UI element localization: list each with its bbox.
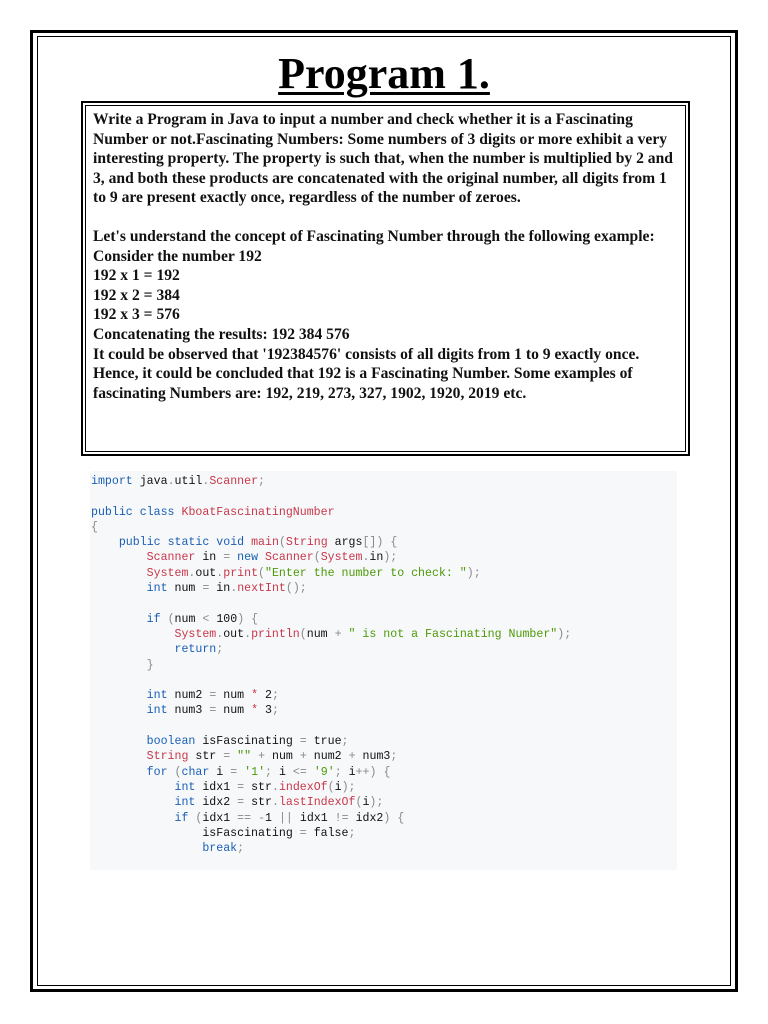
example-line: 192 x 2 = 384 bbox=[93, 286, 180, 304]
multiplier-2: 2 bbox=[265, 689, 273, 703]
example-line: Consider the number 192 bbox=[93, 247, 262, 265]
code-block bbox=[90, 471, 677, 870]
page-title: Program 1. bbox=[278, 49, 490, 98]
prompt-string: "Enter the number to check: " bbox=[265, 566, 467, 580]
code-text: import java.util.Scanner; public class KboatFascinatingNumber { public static void main(String args[]) { Scanner in = new Scanner(System.in); System.out.print("Enter the number to check: "); int num = in.nextInt(); if (num < 100) { System.out.println(num + " is not a Fascinating Number"); return; } int num2 = num * 2; int num3 = num * 3; boolean isFascinating = true; String str = "" + num + num2 + num3; for (char i = '1'; i <= '9'; i++) { int idx1 = str.indexOf(i); int idx2 = str.lastIndexOf(i); if (idx1 == -1 || idx1 != idx2) { isFascinating = false; break; bbox=[91, 475, 572, 856]
multiplier-3: 3 bbox=[265, 704, 273, 718]
threshold-value: 100 bbox=[216, 612, 238, 626]
description-box bbox=[81, 101, 690, 456]
description-paragraph-1: Write a Program in Java to input a number and check whether it is a Fascinating Number or not.Fascinating Numbers: Some numbers of 3 digits or more exhibit a very interesting property. The property is such that, when the number is multiplied by 2 and 3, and both these products are concatenated with the original number, all digits from 1 to 9 are present exactly once, regardless of the number of zeroes. bbox=[93, 111, 673, 207]
class-name: KboatFascinatingNumber bbox=[181, 505, 335, 519]
not-fascinating-string: " is not a Fascinating Number" bbox=[348, 627, 558, 641]
example-line: 192 x 1 = 192 bbox=[93, 267, 180, 285]
example-line: 192 x 3 = 576 bbox=[93, 306, 180, 324]
example-line: Concatenating the results: 192 384 576 bbox=[93, 325, 350, 343]
description-paragraph-2: Let's understand the concept of Fascinating Number through the following example: bbox=[93, 227, 655, 245]
description-inner-border bbox=[85, 105, 686, 452]
example-conclusion: It could be observed that '192384576' consists of all digits from 1 to 9 exactly once. Hence, it could be concluded that 192 is a Fascinating Number. Some examples of fascinating Numbers are: 192, 219, 273, 327, 1902, 1920, 2019 etc. bbox=[93, 345, 640, 402]
